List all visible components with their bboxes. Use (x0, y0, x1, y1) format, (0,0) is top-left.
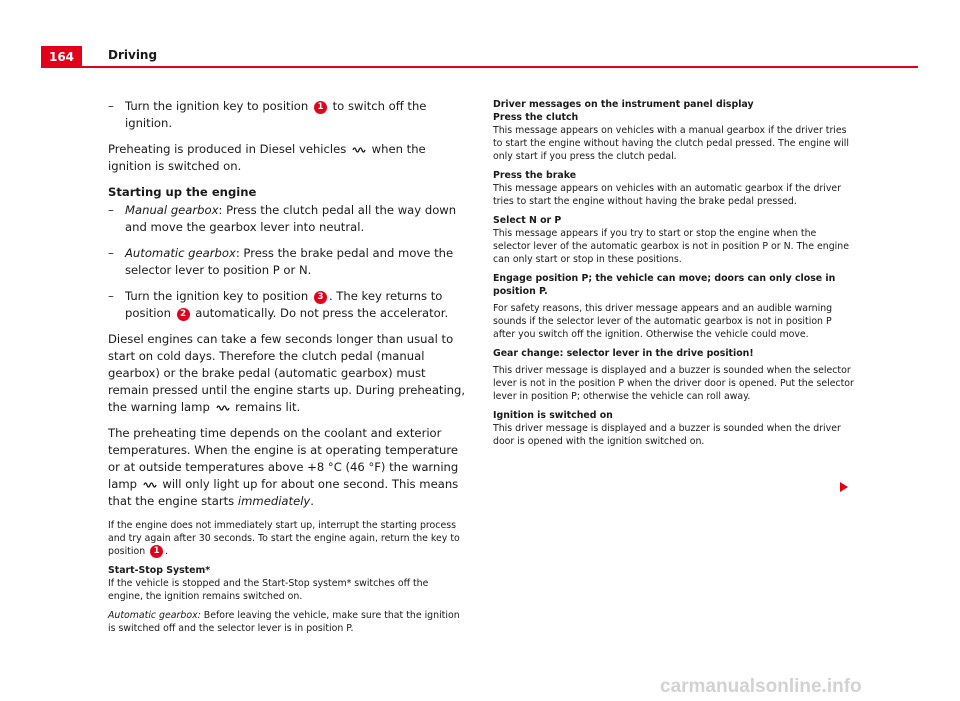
step-manual-gearbox (108, 202, 466, 236)
left-column (108, 98, 466, 635)
paragraph-text: The preheating time depends on the coolant and exterior temperatures. When the engine is at operating temperature or at outside temperatures above +8 °C (46 °F) the warning lamp (108, 426, 459, 491)
step-text: Turn the ignition key to position (125, 289, 312, 303)
gearbox-label: Manual gearbox (125, 203, 219, 217)
driver-messages-heading: Driver messages on the instrument panel display (493, 99, 754, 110)
position-badge: 1 (314, 101, 327, 114)
list-dash: – (108, 203, 114, 217)
position-badge: 1 (150, 545, 163, 558)
message-block (493, 169, 855, 208)
step-switch-off (108, 98, 466, 132)
preheat-paragraph (108, 141, 466, 175)
paragraph-text: Diesel engines can take a few seconds longer than usual to start on cold days. Therefore the clutch pedal (manual gearbox) or the brake pedal (automatic gearbox) must remain pressed until the engine starts up. During preheating, the warning lamp (108, 332, 466, 414)
message-block (493, 214, 855, 266)
step-text: to switch off the ignition. (125, 99, 427, 130)
step-text: : Press the brake pedal and move the selector lever to position P or N. (125, 246, 454, 277)
message-text: For safety reasons, this driver message appears and an audible warning sounds if the selector lever of the automatic gearbox is not in position P after you switch off the ignition. Otherwise the vehicle could move. (493, 303, 833, 340)
page-number: 164 (41, 46, 82, 68)
step-text: . The key returns to position (125, 289, 443, 320)
paragraph-text: . (165, 546, 169, 557)
step-text: Turn the ignition key to position (125, 99, 312, 113)
message-block (493, 111, 855, 163)
paragraph-text: If the engine does not immediately start up, interrupt the starting process and try again after 30 seconds. To start the engine again, return the key to position (108, 520, 460, 557)
list-dash: – (108, 289, 114, 303)
list-dash: – (108, 246, 114, 260)
step-automatic-gearbox (108, 245, 466, 279)
diesel-paragraph (108, 331, 466, 416)
header-rule (82, 66, 918, 68)
message-text: This driver message is displayed and a buzzer is sounded when the driver door is opened with the ignition switched on. (493, 423, 841, 447)
message-text: This driver message is displayed and a buzzer is sounded when the selector lever is not in the position P when the driver door is opened. Put the selector lever in position P; otherwise the vehicle can roll away. (493, 365, 854, 402)
start-stop-text: If the vehicle is stopped and the Start-Stop system* switches off the engine, the ignition remains switched on. (108, 578, 429, 602)
message-title: Press the brake (493, 170, 577, 181)
message-title: Gear change: selector lever in the drive position! (493, 348, 754, 359)
emphasis-text: immediately (237, 494, 311, 508)
glow-plug-icon (352, 145, 366, 154)
continue-arrow-icon (840, 482, 848, 492)
message-title: Engage position P; the vehicle can move; doors can only close in position P. (493, 273, 836, 297)
message-text: This message appears on vehicles with an automatic gearbox if the driver tries to start the engine without having the brake pedal pressed. (493, 183, 842, 207)
gearbox-label: Automatic gearbox (125, 246, 236, 260)
starting-heading: Starting up the engine (108, 185, 257, 199)
list-dash: – (108, 99, 114, 113)
preheat-time-paragraph (108, 425, 466, 510)
gearbox-label: Automatic gearbox: (108, 610, 201, 621)
step-text: automatically. Do not press the accelerator. (191, 306, 449, 320)
message-block (493, 347, 855, 403)
message-title: Ignition is switched on (493, 410, 613, 421)
paragraph-text: will only light up for about one second. This means that the engine starts (108, 477, 459, 508)
message-title: Select N or P (493, 215, 562, 226)
message-text: This message appears on vehicles with a manual gearbox if the driver tries to start the engine without having the clutch pedal pressed. The engine will only start if you press the clutch pedal. (493, 125, 849, 162)
paragraph-text: Preheating is produced in Diesel vehicles (108, 142, 350, 156)
message-block (493, 272, 855, 341)
right-column (493, 98, 855, 448)
paragraph-text: remains lit. (231, 400, 301, 414)
message-title: Press the clutch (493, 112, 579, 123)
step-turn-key-start (108, 288, 466, 322)
glow-plug-icon (216, 403, 230, 412)
position-badge: 2 (177, 308, 190, 321)
watermark: carmanualsonline.info (660, 676, 862, 697)
message-text: This message appears if you try to start or stop the engine when the selector lever of the automatic gearbox is not in position P or N. The engine can only start or stop in these positions. (493, 228, 849, 265)
section-title: Driving (108, 48, 158, 62)
restart-note (108, 519, 466, 558)
position-badge: 3 (314, 291, 327, 304)
step-text: : Press the clutch pedal all the way down and move the gearbox lever into neutral. (125, 203, 457, 234)
paragraph-text: . (310, 494, 314, 508)
glow-plug-icon (143, 480, 157, 489)
paragraph-text: Before leaving the vehicle, make sure that the ignition is switched off and the selector lever is in position P. (108, 610, 460, 634)
automatic-note (108, 609, 466, 635)
message-block (493, 409, 855, 448)
paragraph-text: when the ignition is switched on. (108, 142, 426, 173)
start-stop-heading: Start-Stop System* (108, 565, 211, 576)
